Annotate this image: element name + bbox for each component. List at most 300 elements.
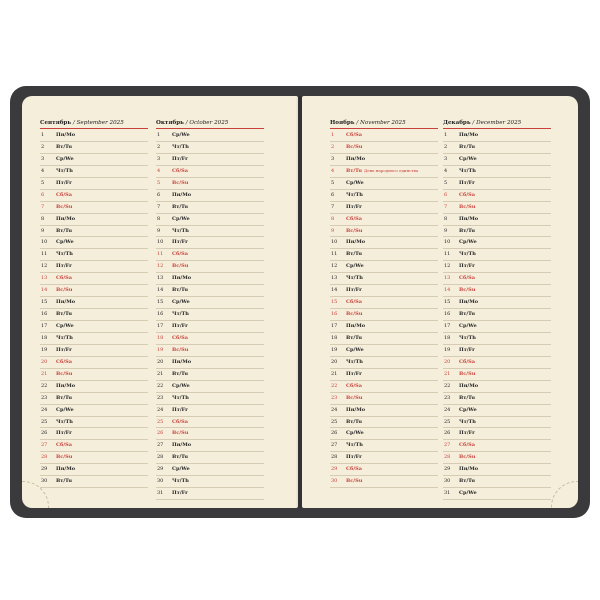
day-number: 11 [444,251,451,258]
weekday-label: Пн/Mo [459,299,479,306]
day-number: 18 [157,334,164,341]
day-number: 24 [331,406,338,413]
weekday-label: Ср/We [459,155,477,162]
day-number: 19 [444,346,451,353]
weekday-label: Вт/Tu [172,454,189,461]
day-row [40,214,148,226]
weekday-label: Вс/Su [56,370,73,377]
weekday-label: Вс/Su [172,263,189,270]
day-number: 21 [41,370,48,377]
weekday-label: Вс/Su [56,454,73,461]
day-row [156,237,264,249]
day-number: 29 [41,466,48,473]
weekday-label: Пт/Fr [346,287,362,294]
weekday-label: Сб/Sa [459,358,475,365]
day-row [40,178,148,190]
day-number: 26 [331,430,338,437]
day-row [156,405,264,417]
weekday-label: Вт/Tu [56,478,73,485]
weekday-label: Чт/Th [459,334,476,341]
day-row [156,440,264,452]
day-number: 7 [157,203,161,210]
weekday-label: Пт/Fr [459,263,475,270]
day-number: 10 [41,239,48,246]
day-number: 14 [331,287,338,294]
weekday-label: Ср/We [56,155,74,162]
day-row [443,226,551,238]
day-number: 17 [41,323,48,329]
weekday-label: Пт/Fr [172,406,188,413]
day-number: 19 [157,346,164,353]
day-row [443,321,551,333]
weekday-label: Пн/Mo [346,323,366,329]
weekday-label: Ср/We [56,406,74,413]
day-number: 27 [157,442,164,449]
weekday-label: Вт/Tu [459,143,476,150]
day-row [330,464,438,476]
day-row [443,190,551,202]
day-number: 18 [41,334,48,341]
weekday-label: Ср/We [459,406,477,413]
day-number: 2 [157,143,161,150]
day-row [330,166,438,178]
day-row [40,130,148,142]
day-row [40,476,148,488]
day-row [330,476,438,488]
weekday-label: Ср/We [346,179,364,186]
day-number: 21 [444,370,451,377]
day-row [443,178,551,190]
day-number: 24 [41,406,48,413]
page-corner-right [551,481,578,508]
day-row [156,202,264,214]
weekday-label: Ср/We [346,263,364,270]
weekday-label: Чт/Th [172,227,189,234]
day-row [156,381,264,393]
day-list [156,130,264,500]
weekday-label: Сб/Sa [56,442,72,449]
day-row [443,130,551,142]
day-number: 7 [444,203,448,210]
weekday-label: Вт/Tu [346,334,363,341]
day-number: 12 [157,263,164,270]
day-number: 1 [41,132,45,138]
weekday-label: Вт/Tu [56,394,73,401]
weekday-label: Пт/Fr [172,239,188,246]
day-number: 30 [444,478,451,485]
weekday-label: Пт/Fr [346,370,362,377]
weekday-label: Пт/Fr [56,346,72,353]
day-row [40,357,148,369]
day-number: 15 [444,299,451,306]
weekday-label: Чт/Th [346,358,363,365]
day-row [40,142,148,154]
weekday-label: Вс/Su [459,203,476,210]
day-row [156,464,264,476]
day-number: 12 [41,263,48,270]
day-number: 28 [331,454,338,461]
weekday-label: Вс/Su [459,287,476,294]
day-row [330,393,438,405]
day-number: 14 [444,287,451,294]
day-row [156,190,264,202]
day-row [330,357,438,369]
month-november [330,118,438,488]
weekday-label: Вт/Tu [172,203,189,210]
day-number: 7 [331,203,335,210]
weekday-label: Пн/Mo [172,358,192,365]
weekday-label: Вт/Tu [56,143,73,150]
day-row [40,405,148,417]
day-number: 3 [331,155,335,162]
day-row [330,261,438,273]
day-number: 30 [331,478,338,485]
day-number: 12 [444,263,451,270]
day-number: 6 [41,191,45,198]
day-number: 25 [157,418,164,425]
day-number: 2 [444,143,448,150]
day-row [330,440,438,452]
weekday-label: Вт/Tu [459,394,476,401]
weekday-label: Пн/Mo [56,132,76,138]
day-number: 15 [41,299,48,306]
weekday-label: Чт/Th [56,167,73,174]
day-number: 1 [444,132,448,138]
day-row [40,202,148,214]
day-number: 3 [444,155,448,162]
day-number: 3 [157,155,161,162]
day-number: 9 [157,227,161,234]
day-row [156,154,264,166]
weekday-label: Пн/Mo [172,191,192,198]
day-row [156,261,264,273]
month-heading [156,118,264,129]
weekday-label: Чт/Th [172,394,189,401]
day-row [443,261,551,273]
day-number: 8 [157,215,161,222]
weekday-label: Вс/Su [346,311,363,318]
weekday-label: Чт/Th [346,442,363,449]
day-row [156,285,264,297]
day-number: 27 [41,442,48,449]
day-row [40,417,148,429]
day-row [156,476,264,488]
weekday-label: Ср/We [56,323,74,329]
weekday-label: Ср/We [459,323,477,329]
day-number: 26 [41,430,48,437]
weekday-label: Сб/Sa [56,191,72,198]
day-row [156,357,264,369]
weekday-label: Чт/Th [459,251,476,258]
day-number: 10 [157,239,164,246]
day-row [443,142,551,154]
weekday-label: Вт/Tu [346,418,363,425]
weekday-label: Пт/Fr [172,490,188,497]
weekday-label: Сб/Sa [459,191,475,198]
day-row [40,321,148,333]
weekday-label: Пн/Mo [172,275,192,282]
weekday-label: Вт/Tu [459,311,476,318]
day-row [443,297,551,309]
month-name-en: / October 2025 [185,120,229,126]
day-number: 22 [157,382,164,389]
weekday-label: Вс/Su [346,143,363,150]
weekday-label: Пн/Mo [56,215,76,222]
day-row [330,309,438,321]
weekday-label: Пн/Mo [346,155,366,162]
day-row [40,226,148,238]
day-row [443,285,551,297]
day-number: 6 [444,191,448,198]
day-row [156,166,264,178]
day-row [40,381,148,393]
day-row [443,405,551,417]
day-number: 5 [331,179,335,186]
weekday-label: Сб/Sa [56,358,72,365]
day-number: 9 [444,227,448,234]
day-number: 27 [444,442,451,449]
day-number: 2 [41,143,45,150]
weekday-label: Чт/Th [172,478,189,485]
day-number: 13 [331,275,338,282]
weekday-label: Вт/Tu [346,251,363,258]
day-number: 7 [41,203,45,210]
day-row [40,464,148,476]
month-september [40,118,148,488]
month-name-en: / September 2025 [72,120,124,126]
weekday-label: Пт/Fr [346,203,362,210]
weekday-label: Ср/We [172,466,190,473]
day-row [40,154,148,166]
day-number: 1 [157,132,161,138]
weekday-label: Вт/Tu [172,370,189,377]
day-row [443,345,551,357]
day-row [330,190,438,202]
weekday-label: Вс/Su [346,394,363,401]
month-name-en: / November 2025 [356,120,406,126]
day-row [330,237,438,249]
day-number: 5 [41,179,45,186]
day-number: 20 [444,358,451,365]
day-number: 10 [444,239,451,246]
weekday-label: Вт/Tu [56,227,73,234]
weekday-label: Сб/Sa [346,466,362,473]
day-number: 29 [331,466,338,473]
day-row [443,333,551,345]
weekday-label: Вс/Su [459,370,476,377]
day-number: 31 [157,490,164,497]
day-row [40,369,148,381]
day-number: 1 [331,132,335,138]
day-number: 18 [331,334,338,341]
day-number: 23 [157,394,164,401]
day-number: 20 [331,358,338,365]
day-number: 21 [331,370,338,377]
day-number: 16 [157,311,164,318]
weekday-label: Сб/Sa [172,167,188,174]
weekday-label: Пн/Mo [346,406,366,413]
day-row [443,440,551,452]
day-row [330,428,438,440]
day-number: 13 [444,275,451,282]
day-row [156,488,264,500]
month-name-ru: Декабрь [443,120,471,126]
left-page [22,96,298,508]
day-row [156,130,264,142]
day-number: 23 [331,394,338,401]
day-number: 11 [41,251,48,258]
day-row [40,237,148,249]
weekday-label: Пн/Mo [459,466,479,473]
day-number: 23 [444,394,451,401]
day-row [40,309,148,321]
day-number: 16 [331,311,338,318]
weekday-label: Сб/Sa [172,251,188,258]
day-row [330,345,438,357]
day-number: 26 [444,430,451,437]
weekday-label: Чт/Th [172,143,189,150]
day-row [330,369,438,381]
weekday-label: Вс/Su [459,454,476,461]
day-row [156,178,264,190]
weekday-label: Вт/Tu [459,478,476,485]
day-row [40,273,148,285]
day-row [330,226,438,238]
day-row [443,273,551,285]
day-row [156,452,264,464]
month-october [156,118,264,500]
weekday-label: Пн/Mo [56,382,76,389]
day-row [156,214,264,226]
day-list [330,130,438,488]
day-row [156,417,264,429]
day-number: 28 [444,454,451,461]
weekday-label: Вс/Su [172,179,189,186]
day-number: 4 [157,167,161,174]
weekday-label: Вт/Tu [459,227,476,234]
weekday-label: Пт/Fr [459,179,475,186]
weekday-label: Сб/Sa [459,442,475,449]
weekday-label: Ср/We [346,346,364,353]
day-row [330,178,438,190]
day-number: 22 [444,382,451,389]
day-row [443,488,551,500]
day-number: 14 [157,287,164,294]
day-number: 28 [157,454,164,461]
weekday-label: Пт/Fr [459,346,475,353]
weekday-label: Пт/Fr [56,179,72,186]
day-row [330,202,438,214]
day-number: 4 [41,167,45,174]
day-row [40,345,148,357]
weekday-label: Вс/Su [346,227,363,234]
day-list [40,130,148,488]
day-row [156,273,264,285]
weekday-label: Пт/Fr [172,155,188,162]
day-number: 20 [41,358,48,365]
day-row [156,333,264,345]
day-number: 3 [41,155,45,162]
day-row [40,249,148,261]
day-row [40,261,148,273]
weekday-label: Вс/Su [172,430,189,437]
weekday-label: Сб/Sa [346,132,362,138]
weekday-label: Вт/Tu [172,287,189,294]
weekday-label: Чт/Th [346,191,363,198]
month-heading [330,118,438,129]
day-number: 30 [157,478,164,485]
month-name-ru: Сентябрь [40,120,72,126]
day-number: 4 [331,167,335,174]
day-row [330,285,438,297]
day-row [156,321,264,333]
weekday-label: Чт/Th [346,275,363,282]
weekday-label: Чт/Th [56,251,73,258]
day-number: 15 [157,299,164,306]
weekday-label: Чт/Th [56,334,73,341]
weekday-label: Пн/Mo [459,132,479,138]
day-row [40,166,148,178]
day-row [40,452,148,464]
weekday-label: Сб/Sa [56,275,72,282]
month-name-ru: Октябрь [156,120,184,126]
weekday-label: Ср/We [172,132,190,138]
weekday-label: Сб/Sa [346,299,362,306]
day-row [443,357,551,369]
day-row [443,428,551,440]
day-row [156,309,264,321]
weekday-label: Пт/Fr [56,263,72,270]
day-row [156,345,264,357]
day-row [156,393,264,405]
weekday-label: Вт/Tu [56,311,73,318]
day-number: 10 [331,239,338,246]
weekday-label: Вт/Tu [346,167,363,174]
day-row [156,226,264,238]
weekday-label: Ср/We [172,382,190,389]
day-number: 15 [331,299,338,306]
day-row [330,417,438,429]
weekday-label: Ср/We [56,239,74,246]
day-number: 17 [444,323,451,329]
weekday-label: Сб/Sa [346,215,362,222]
weekday-label: Чт/Th [459,418,476,425]
day-row [443,214,551,226]
day-row [330,405,438,417]
day-number: 30 [41,478,48,485]
weekday-label: Ср/We [459,490,477,497]
day-number: 29 [157,466,164,473]
weekday-label: Ср/We [172,215,190,222]
day-number: 26 [157,430,164,437]
weekday-label: Чт/Th [459,167,476,174]
day-number: 23 [41,394,48,401]
day-number: 8 [331,215,335,222]
day-number: 12 [331,263,338,270]
day-row [443,309,551,321]
day-row [443,393,551,405]
day-row [443,154,551,166]
weekday-label: Пн/Mo [459,382,479,389]
day-row [156,428,264,440]
day-number: 5 [444,179,448,186]
weekday-label: Ср/We [459,239,477,246]
day-number: 28 [41,454,48,461]
day-row [443,464,551,476]
day-number: 24 [444,406,451,413]
day-number: 8 [41,215,45,222]
day-row [156,297,264,309]
